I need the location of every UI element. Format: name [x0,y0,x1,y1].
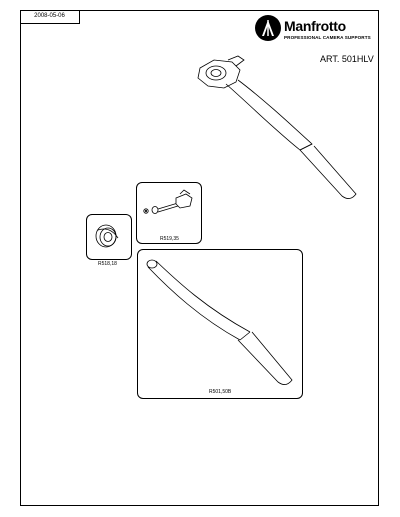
part-code-r519: R519,35 [160,236,179,242]
part-box-r519 [136,182,202,244]
part-box-r501 [137,249,303,399]
brand-tagline: PROFESSIONAL CAMERA SUPPORTS [284,35,371,40]
manfrotto-logo-icon [254,14,282,42]
part-code-r518: R518,18 [98,261,117,267]
part-code-r501: R501,50B [209,389,232,395]
date-label: 2008-05-06 [20,10,80,24]
part-box-r518 [86,214,132,260]
brand-logo [252,14,376,54]
article-number: ART. 501HLV [320,54,374,64]
brand-name: Manfrotto [284,18,346,34]
